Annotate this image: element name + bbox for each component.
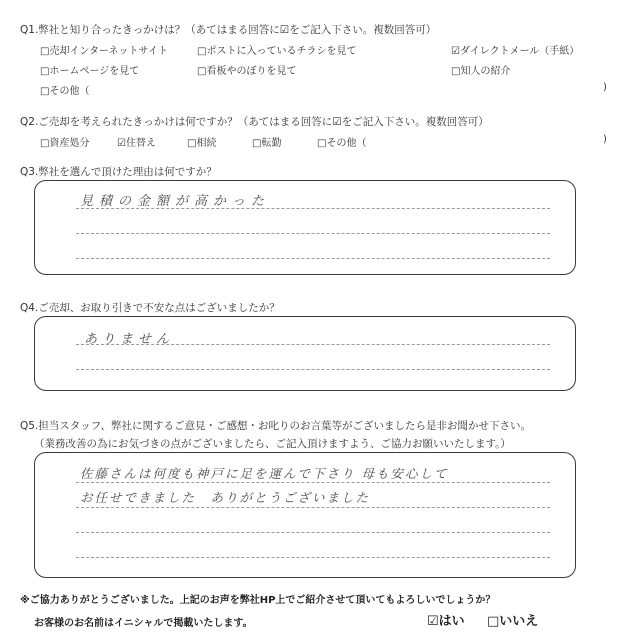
q2-option-other[interactable]: □その他（: [317, 138, 367, 149]
q4-line: [76, 369, 550, 370]
no-checkbox[interactable]: □いいえ: [487, 614, 539, 629]
q1-option-homepage[interactable]: □ホームページを見て: [40, 66, 140, 77]
q1-option-flyer[interactable]: □ポストに入っているチラシを見て: [197, 46, 357, 57]
q3-line: [76, 258, 550, 259]
q5-handwritten-answer-line1: 佐藤さんは何度も神戸に足を運んで下さり 母も安心して: [80, 466, 449, 481]
yes-checkbox[interactable]: ☑はい: [427, 614, 465, 629]
q3-line: [76, 233, 550, 234]
q3-handwritten-answer: 見積の金額が高かった: [80, 194, 271, 209]
q4-handwritten-answer: ありません: [84, 332, 175, 347]
q5-note: （業務改善の為にお気づきの点がございましたら、ご記入頂けますよう、ご協力お願いいたします。）: [34, 438, 511, 450]
q2-question: Q2.ご売却を考えられたきっかけは何ですか？（あてはまる回答に☑をご記入下さい。複数回答可）: [20, 116, 489, 128]
q1-question: Q1.弊社と知り合ったきっかけは？（あてはまる回答に☑をご記入下さい。複数回答可）: [20, 24, 437, 36]
q5-handwritten-answer-line2: お任せできました ありがとうございました: [80, 490, 371, 505]
q2-option-transfer[interactable]: □転勤: [252, 138, 282, 149]
q2-option-inheritance[interactable]: □相続: [187, 138, 217, 149]
consent-question: ※ご協力ありがとうございました。上記のお声を弊社HP上でご紹介させて頂いてもよろしいでしょうか？: [20, 595, 496, 606]
q2-other-close: ): [603, 134, 607, 145]
q5-line: [76, 532, 550, 533]
initial-note: お客様のお名前はイニシャルで掲載いたします。: [34, 618, 253, 629]
q1-option-direct-mail[interactable]: ☑ダイレクトメール（手紙）: [451, 46, 580, 57]
q1-option-sale-site[interactable]: □売却インターネットサイト: [40, 46, 168, 57]
q4-question: Q4.ご売却、お取り引きで不安な点はございましたか？: [20, 302, 280, 314]
q5-line: [76, 482, 550, 483]
q5-line: [76, 507, 550, 508]
q2-option-relocation[interactable]: ☑住替え: [117, 138, 156, 149]
q1-option-signboard[interactable]: □看板やのぼりを見て: [197, 66, 297, 77]
q1-option-other[interactable]: □その他（: [40, 86, 90, 97]
q5-question: Q5.担当スタッフ、弊社に関するご意見・ご感想・お叱りのお言葉等がございましたら是非お聞かせ下さい。: [20, 420, 531, 432]
q1-other-close: ): [603, 82, 607, 93]
q2-option-asset-disposal[interactable]: □資産処分: [40, 138, 90, 149]
q3-question: Q3.弊社を選んで頂けた理由は何ですか？: [20, 166, 217, 178]
q5-line: [76, 557, 550, 558]
q1-option-acquaintance[interactable]: □知人の紹介: [451, 66, 511, 77]
